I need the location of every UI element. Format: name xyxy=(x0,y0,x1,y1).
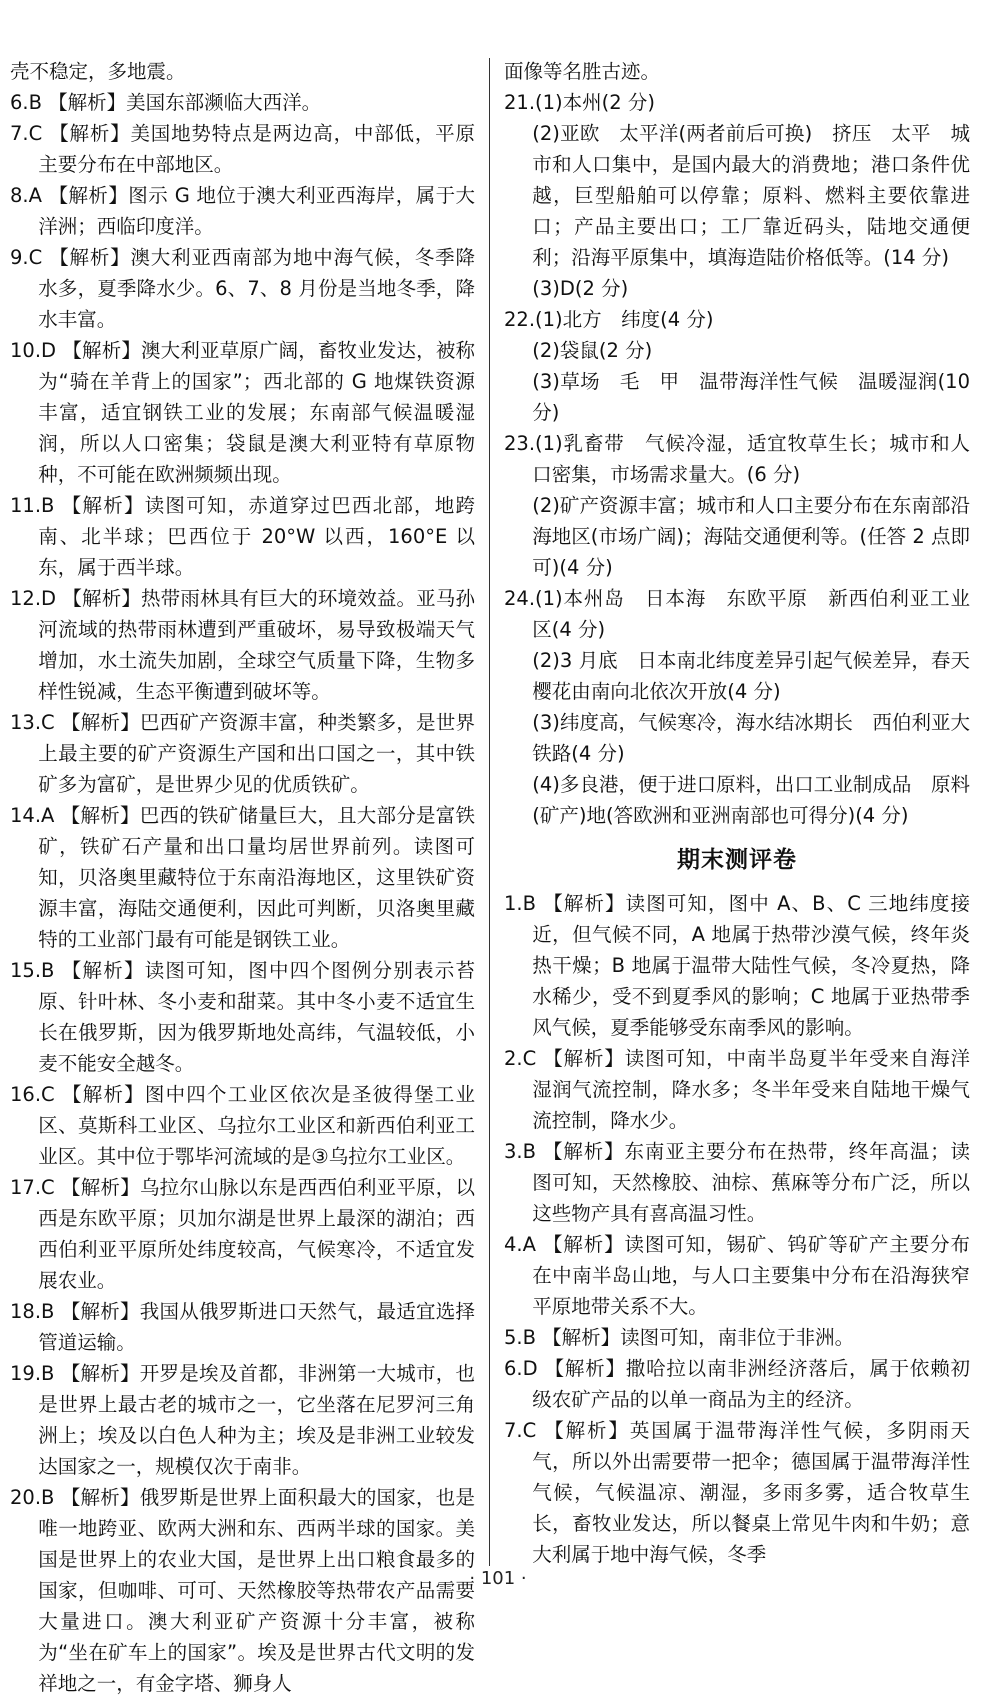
answer-item: 12.D 【解析】热带雨林具有巨大的环境效益。亚马孙河流域的热带雨林遭到严重破坏，易导致极端天气增加，水土流失加剧，全球空气质量下降，生物多样性锐减，生态平衡遭到破坏等。 xyxy=(10,587,475,703)
answer-item: 3.B 【解析】东南亚主要分布在热带，终年高温；读图可知，天然橡胶、油棕、蕉麻等分布广泛，所以这些物产具有喜高温习性。 xyxy=(504,1140,970,1225)
answer-item: (2)袋鼠(2 分) xyxy=(532,339,653,362)
answer-item: 9.C 【解析】澳大利亚西南部为地中海气候，冬季降水多，夏季降水少。6、7、8 月份是当地冬季，降水丰富。 xyxy=(10,246,475,331)
answer-list-unit xyxy=(504,56,970,831)
answer-item: 24.(1)本州岛 日本海 东欧平原 新西伯利亚工业区(4 分) xyxy=(504,587,970,641)
answer-item: (3)D(2 分) xyxy=(532,277,629,300)
answer-item: 16.C 【解析】图中四个工业区依次是圣彼得堡工业区、莫斯科工业区、乌拉尔工业区和新西伯利亚工业区。其中位于鄂毕河流域的是③乌拉尔工业区。 xyxy=(10,1083,475,1168)
section-title: 期末测评卷 xyxy=(677,847,797,873)
answer-item: (2)亚欧 太平洋(两者前后可换) 挤压 太平 城市和人口集中，是国内最大的消费地；港口条件优越，巨型船舶可以停靠；原料、燃料主要依靠进口；产品主要出口；工厂靠近码头，陆地交通便利；沿海平原集中，填海造陆价格低等。(14 分) xyxy=(532,122,970,269)
answer-item: 13.C 【解析】巴西矿产资源丰富，种类繁多，是世界上最主要的矿产资源生产国和出口国之一，其中铁矿多为富矿，是世界少见的优质铁矿。 xyxy=(10,711,475,796)
answer-item: 7.C 【解析】美国地势特点是两边高，中部低，平原主要分布在中部地区。 xyxy=(10,122,475,176)
answer-item: 8.A 【解析】图示 G 地位于澳大利亚西海岸，属于大洋洲；西临印度洋。 xyxy=(10,184,475,238)
left-column xyxy=(10,56,475,1699)
column-divider xyxy=(489,58,490,1566)
answer-item: 15.B 【解析】读图可知，图中四个图例分别表示苔原、针叶林、冬小麦和甜菜。其中冬小麦不适宜生长在俄罗斯，因为俄罗斯地处高纬，气温较低，小麦不能安全越冬。 xyxy=(10,959,475,1075)
answer-item: (2)矿产资源丰富；城市和人口主要分布在东南部沿海地区(市场广阔)；海陆交通便利等。(任答 2 点即可)(4 分) xyxy=(532,494,970,579)
answer-item: (3)草场 毛 甲 温带海洋性气候 温暖湿润(10 分) xyxy=(532,370,970,424)
answer-item: 7.C 【解析】英国属于温带海洋性气候，多阴雨天气，所以外出需要带一把伞；德国属于温带海洋性气候，气候温凉、潮湿，多雨多雾，适合牧草生长，畜牧业发达，所以餐桌上常见牛肉和牛奶；意大利属于地中海气候，冬季 xyxy=(504,1419,970,1566)
answer-item: 11.B 【解析】读图可知，赤道穿过巴西北部，地跨南、北半球；巴西位于 20°W 以西，160°E 以东，属于西半球。 xyxy=(10,494,475,579)
answer-item: 4.A 【解析】读图可知，锡矿、钨矿等矿产主要分布在中南半岛山地，与人口主要集中分布在沿海狭窄平原地带关系不大。 xyxy=(504,1233,970,1318)
answer-item: 18.B 【解析】我国从俄罗斯进口天然气，最适宜选择管道运输。 xyxy=(10,1300,475,1354)
answer-item: 14.A 【解析】巴西的铁矿储量巨大，且大部分是富铁矿，铁矿石产量和出口量均居世界前列。读图可知，贝洛奥里藏特位于东南沿海地区，这里铁矿资源丰富，海陆交通便利，因此可判断，贝洛奥里藏特的工业部门最有可能是钢铁工业。 xyxy=(10,804,475,951)
answer-item: 2.C 【解析】读图可知，中南半岛夏半年受来自海洋湿润气流控制，降水多；冬半年受来自陆地干燥气流控制，降水少。 xyxy=(504,1047,970,1132)
answer-item: 壳不稳定，多地震。 xyxy=(10,60,186,83)
answer-list-final-exam xyxy=(504,888,970,1570)
answer-item: 23.(1)乳畜带 气候冷湿，适宜牧草生长；城市和人口密集，市场需求量大。(6 分) xyxy=(504,432,970,486)
answer-item: 17.C 【解析】乌拉尔山脉以东是西西伯利亚平原，以西是东欧平原；贝加尔湖是世界上最深的湖泊；西西伯利亚平原所处纬度较高，气候寒冷，不适宜发展农业。 xyxy=(10,1176,475,1292)
page-number: · 101 · xyxy=(469,1568,527,1589)
answer-item: 1.B 【解析】读图可知，图中 A、B、C 三地纬度接近，但气候不同，A 地属于热带沙漠气候，终年炎热干燥；B 地属于温带大陆性气候，冬冷夏热，降水稀少，受不到夏季风的影响；C 地属于亚热带季风气候，夏季能够受东南季风的影响。 xyxy=(504,892,970,1039)
answer-item: 面像等名胜古迹。 xyxy=(504,60,661,83)
answer-item: (4)多良港，便于进口原料，出口工业制成品 原料(矿产)地(答欧洲和亚洲南部也可得分)(4 分) xyxy=(532,773,970,827)
answer-item: 19.B 【解析】开罗是埃及首都，非洲第一大城市，也是世界上最古老的城市之一，它坐落在尼罗河三角洲上；埃及以白色人种为主；埃及是非洲工业较发达国家之一，规模仅次于南非。 xyxy=(10,1362,475,1478)
answer-item: 6.D 【解析】撒哈拉以南非洲经济落后，属于依赖初级农矿产品的以单一商品为主的经济。 xyxy=(504,1357,970,1411)
answer-item: 20.B 【解析】俄罗斯是世界上面积最大的国家，也是唯一地跨亚、欧两大洲和东、西两半球的国家。美国是世界上的农业大国，是世界上出口粮食最多的国家，但咖啡、可可、天然橡胶等热带农产品需要大量进口。澳大利亚矿产资源十分丰富，被称为“坐在矿车上的国家”。埃及是世界古代文明的发祥地之一，有金字塔、狮身人 xyxy=(10,1486,475,1695)
answer-item: 5.B 【解析】读图可知，南非位于非洲。 xyxy=(504,1326,855,1349)
right-column xyxy=(504,56,970,1570)
answer-item: 22.(1)北方 纬度(4 分) xyxy=(504,308,714,331)
answer-item: 10.D 【解析】澳大利亚草原广阔，畜牧业发达，被称为“骑在羊背上的国家”；西北部的 G 地煤铁资源丰富，适宜钢铁工业的发展；东南部气候温暖湿润，所以人口密集；袋鼠是澳大利亚特有草原物种，不可能在欧洲频频出现。 xyxy=(10,339,475,486)
answer-item: 6.B 【解析】美国东部濒临大西洋。 xyxy=(10,91,322,114)
answer-item: 21.(1)本州(2 分) xyxy=(504,91,655,114)
answer-item: (2)3 月底 日本南北纬度差异引起气候差异，春天樱花由南向北依次开放(4 分) xyxy=(532,649,970,703)
answer-item: (3)纬度高，气候寒冷，海水结冰期长 西伯利亚大铁路(4 分) xyxy=(532,711,970,765)
